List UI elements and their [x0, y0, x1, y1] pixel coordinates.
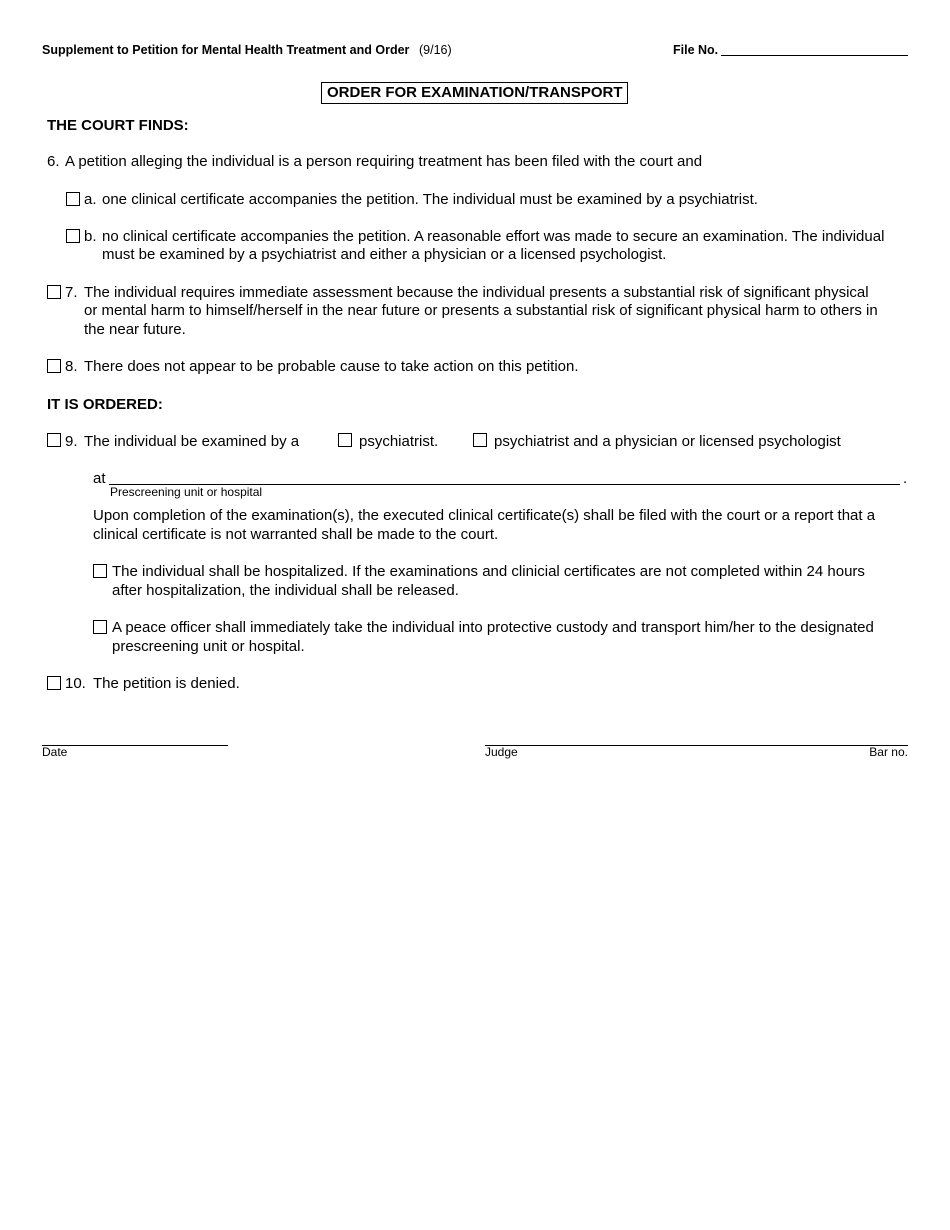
item-9-checkbox[interactable] — [47, 433, 61, 447]
item-7-text-line2: or mental harm to himself/herself in the near future or presents a substantial risk of significant physical harm to others in — [84, 302, 878, 319]
item-9-text: The individual be examined by a — [84, 433, 300, 450]
item-7-checkbox[interactable] — [47, 285, 61, 299]
item-9-number: 9. — [65, 433, 78, 450]
item-6a-text: one clinical certificate accompanies the petition. The individual must be examined by a psychiatrist. — [102, 191, 758, 208]
item-7-text-line3: the near future. — [84, 321, 186, 338]
form-header-title: Supplement to Petition for Mental Health Treatment and Order — [42, 43, 410, 57]
item-6-number: 6. — [47, 153, 60, 170]
item-6a-checkbox[interactable] — [66, 192, 80, 206]
judge-label: Judge — [485, 745, 518, 759]
hospitalize-checkbox[interactable] — [93, 564, 107, 578]
judge-signature-field[interactable] — [485, 745, 908, 746]
transport-checkbox[interactable] — [93, 620, 107, 634]
item-6b-text-line1: no clinical certificate accompanies the petition. A reasonable effort was made to secure an examination. The individual — [102, 228, 885, 245]
item-7-number: 7. — [65, 284, 78, 301]
item-6a-label: a. — [84, 191, 97, 208]
file-no-label: File No. — [673, 43, 719, 57]
item-10-number: 10. — [65, 675, 86, 692]
hospitalize-text-line2: after hospitalization, the individual shall be released. — [112, 582, 459, 599]
item-8-number: 8. — [65, 358, 78, 375]
court-finds-heading: THE COURT FINDS: — [47, 117, 189, 134]
item-6b-label: b. — [84, 228, 97, 245]
option-psychiatrist-checkbox[interactable] — [338, 433, 352, 447]
form-title: ORDER FOR EXAMINATION/TRANSPORT — [321, 82, 628, 104]
item-6-text: A petition alleging the individual is a person requiring treatment has been filed with the court and — [65, 153, 703, 170]
at-period: . — [903, 470, 908, 487]
at-label: at — [93, 470, 106, 487]
item-6b-checkbox[interactable] — [66, 229, 80, 243]
transport-text-line2: prescreening unit or hospital. — [112, 638, 305, 655]
form-revision: (9/16) — [419, 43, 452, 57]
item-8-checkbox[interactable] — [47, 359, 61, 373]
date-field[interactable] — [42, 745, 228, 746]
item-10-text: The petition is denied. — [93, 675, 240, 692]
item-6b-text-line2: must be examined by a psychiatrist and either a physician or a licensed psychologist. — [102, 246, 667, 263]
ordered-heading: IT IS ORDERED: — [47, 396, 163, 413]
date-label: Date — [42, 745, 68, 759]
item-10-checkbox[interactable] — [47, 676, 61, 690]
bar-no-label: Bar no. — [869, 745, 908, 759]
item-7-text-line1: The individual requires immediate assessment because the individual presents a substantial risk of significant physical — [84, 284, 869, 301]
option-psychiatrist-label: psychiatrist. — [359, 433, 439, 450]
completion-text-line2: clinical certificate is not warranted shall be made to the court. — [93, 526, 499, 543]
transport-text-line1: A peace officer shall immediately take the individual into protective custody and transport him/her to the designated — [112, 619, 874, 636]
option-psychiatrist-and-physician-label: psychiatrist and a physician or licensed psychologist — [494, 433, 841, 450]
location-caption: Prescreening unit or hospital — [110, 485, 263, 499]
completion-text-line1: Upon completion of the examination(s), the executed clinical certificate(s) shall be filed with the court or a report that a — [93, 507, 876, 524]
option-psychiatrist-and-physician-checkbox[interactable] — [473, 433, 487, 447]
item-8-text: There does not appear to be probable cause to take action on this petition. — [84, 358, 579, 375]
hospitalize-text-line1: The individual shall be hospitalized. If the examinations and clinicial certificates are not completed within 24 hours — [112, 563, 865, 580]
file-no-field[interactable] — [721, 55, 908, 56]
